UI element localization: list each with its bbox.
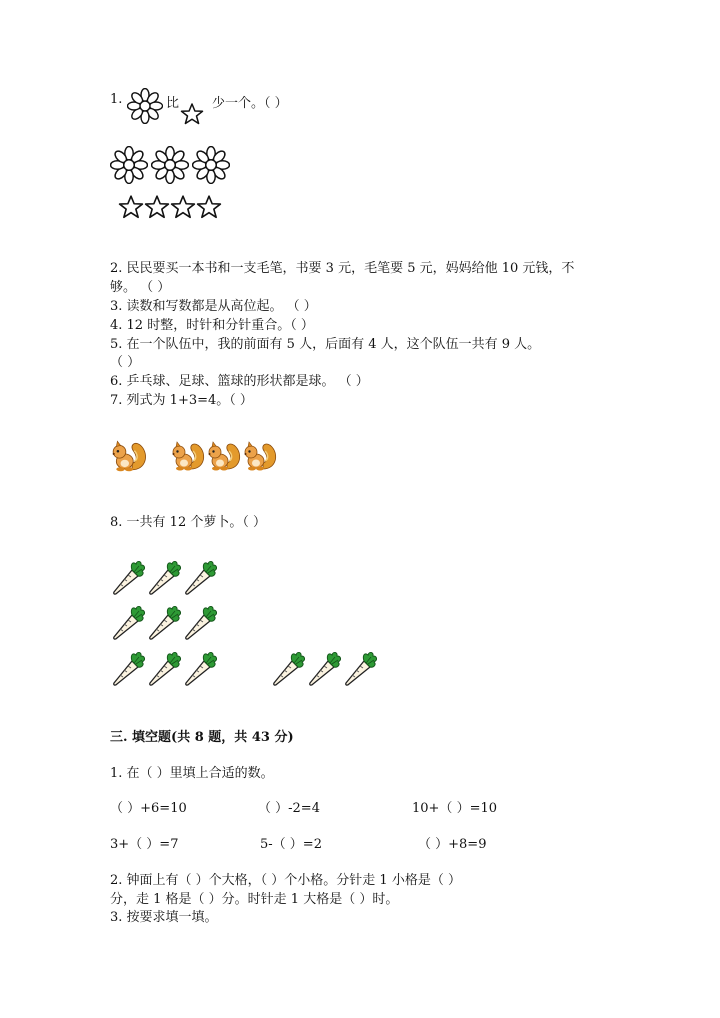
- equation: （ ）-2=4: [258, 801, 320, 816]
- carrot-icon: [182, 560, 218, 596]
- squirrel-group: [170, 438, 278, 474]
- question-text: 分，走 1 格是（ ）分。时针走 1 大格是（ ）时。: [110, 892, 399, 907]
- q1-number: 1.: [110, 92, 123, 107]
- carrot-icon: [146, 605, 182, 641]
- carrot-icon: [306, 651, 342, 687]
- squirrel-icon: [170, 438, 206, 474]
- equation: 10+（ ）=10: [412, 801, 498, 816]
- flower-icon: [127, 88, 163, 124]
- question-text: 2. 民民要买一本书和一支毛笔，书要 3 元，毛笔要 5 元，妈妈给他 10 元钱，不: [110, 261, 575, 276]
- question-text: 3. 按要求填一填。: [110, 910, 218, 925]
- carrot-icon: [146, 651, 182, 687]
- question-text: 3. 读数和写数都是从高位起。 （ ）: [110, 299, 317, 314]
- squirrel-icon: [110, 438, 148, 474]
- carrot-row: [270, 651, 378, 687]
- carrot-icon: [270, 651, 306, 687]
- question-text: 6. 乒乓球、足球、篮球的形状都是球。 （ ）: [110, 374, 369, 389]
- q1-compare-word: 比: [166, 96, 180, 111]
- star-icon: [144, 194, 170, 220]
- star-row: [118, 194, 222, 220]
- equation: 3+（ ）=7: [110, 837, 179, 852]
- flower-icon: [151, 146, 189, 184]
- q1-suffix: 少一个。（ ）: [212, 96, 288, 111]
- carrot-icon: [182, 605, 218, 641]
- carrot-row: [110, 605, 218, 641]
- flower-row: [110, 146, 230, 184]
- squirrel-icon: [206, 438, 242, 474]
- carrot-icon: [110, 560, 146, 596]
- carrot-icon: [146, 560, 182, 596]
- flower-icon: [110, 146, 148, 184]
- equation: 5-（ ）=2: [260, 837, 322, 852]
- star-icon: [170, 194, 196, 220]
- question-text: 8. 一共有 12 个萝卜。（ ）: [110, 515, 266, 530]
- section-heading: 三. 填空题(共 8 题，共 43 分): [110, 730, 294, 745]
- carrot-row: [110, 651, 218, 687]
- carrot-row: [110, 560, 218, 596]
- star-icon: [180, 102, 204, 126]
- question-text: 够。 （ ）: [110, 280, 171, 295]
- star-icon: [118, 194, 144, 220]
- question-text: 2. 钟面上有（ ）个大格，（ ）个小格。分针走 1 小格是（ ）: [110, 873, 461, 888]
- squirrel-icon: [242, 438, 278, 474]
- equation: （ ）+8=9: [418, 837, 487, 852]
- question-text: 4. 12 时整，时针和分针重合。（ ）: [110, 318, 314, 333]
- carrot-icon: [182, 651, 218, 687]
- equation: （ ）+6=10: [110, 801, 187, 816]
- carrot-icon: [110, 605, 146, 641]
- question-text: 1. 在（ ）里填上合适的数。: [110, 766, 274, 781]
- flower-icon: [192, 146, 230, 184]
- question-text: 7. 列式为 1+3=4。（ ）: [110, 393, 253, 408]
- star-icon: [196, 194, 222, 220]
- question-text: （ ）: [110, 355, 141, 370]
- question-text: 5. 在一个队伍中，我的前面有 5 人，后面有 4 人，这个队伍一共有 9 人。: [110, 337, 541, 352]
- carrot-icon: [342, 651, 378, 687]
- carrot-icon: [110, 651, 146, 687]
